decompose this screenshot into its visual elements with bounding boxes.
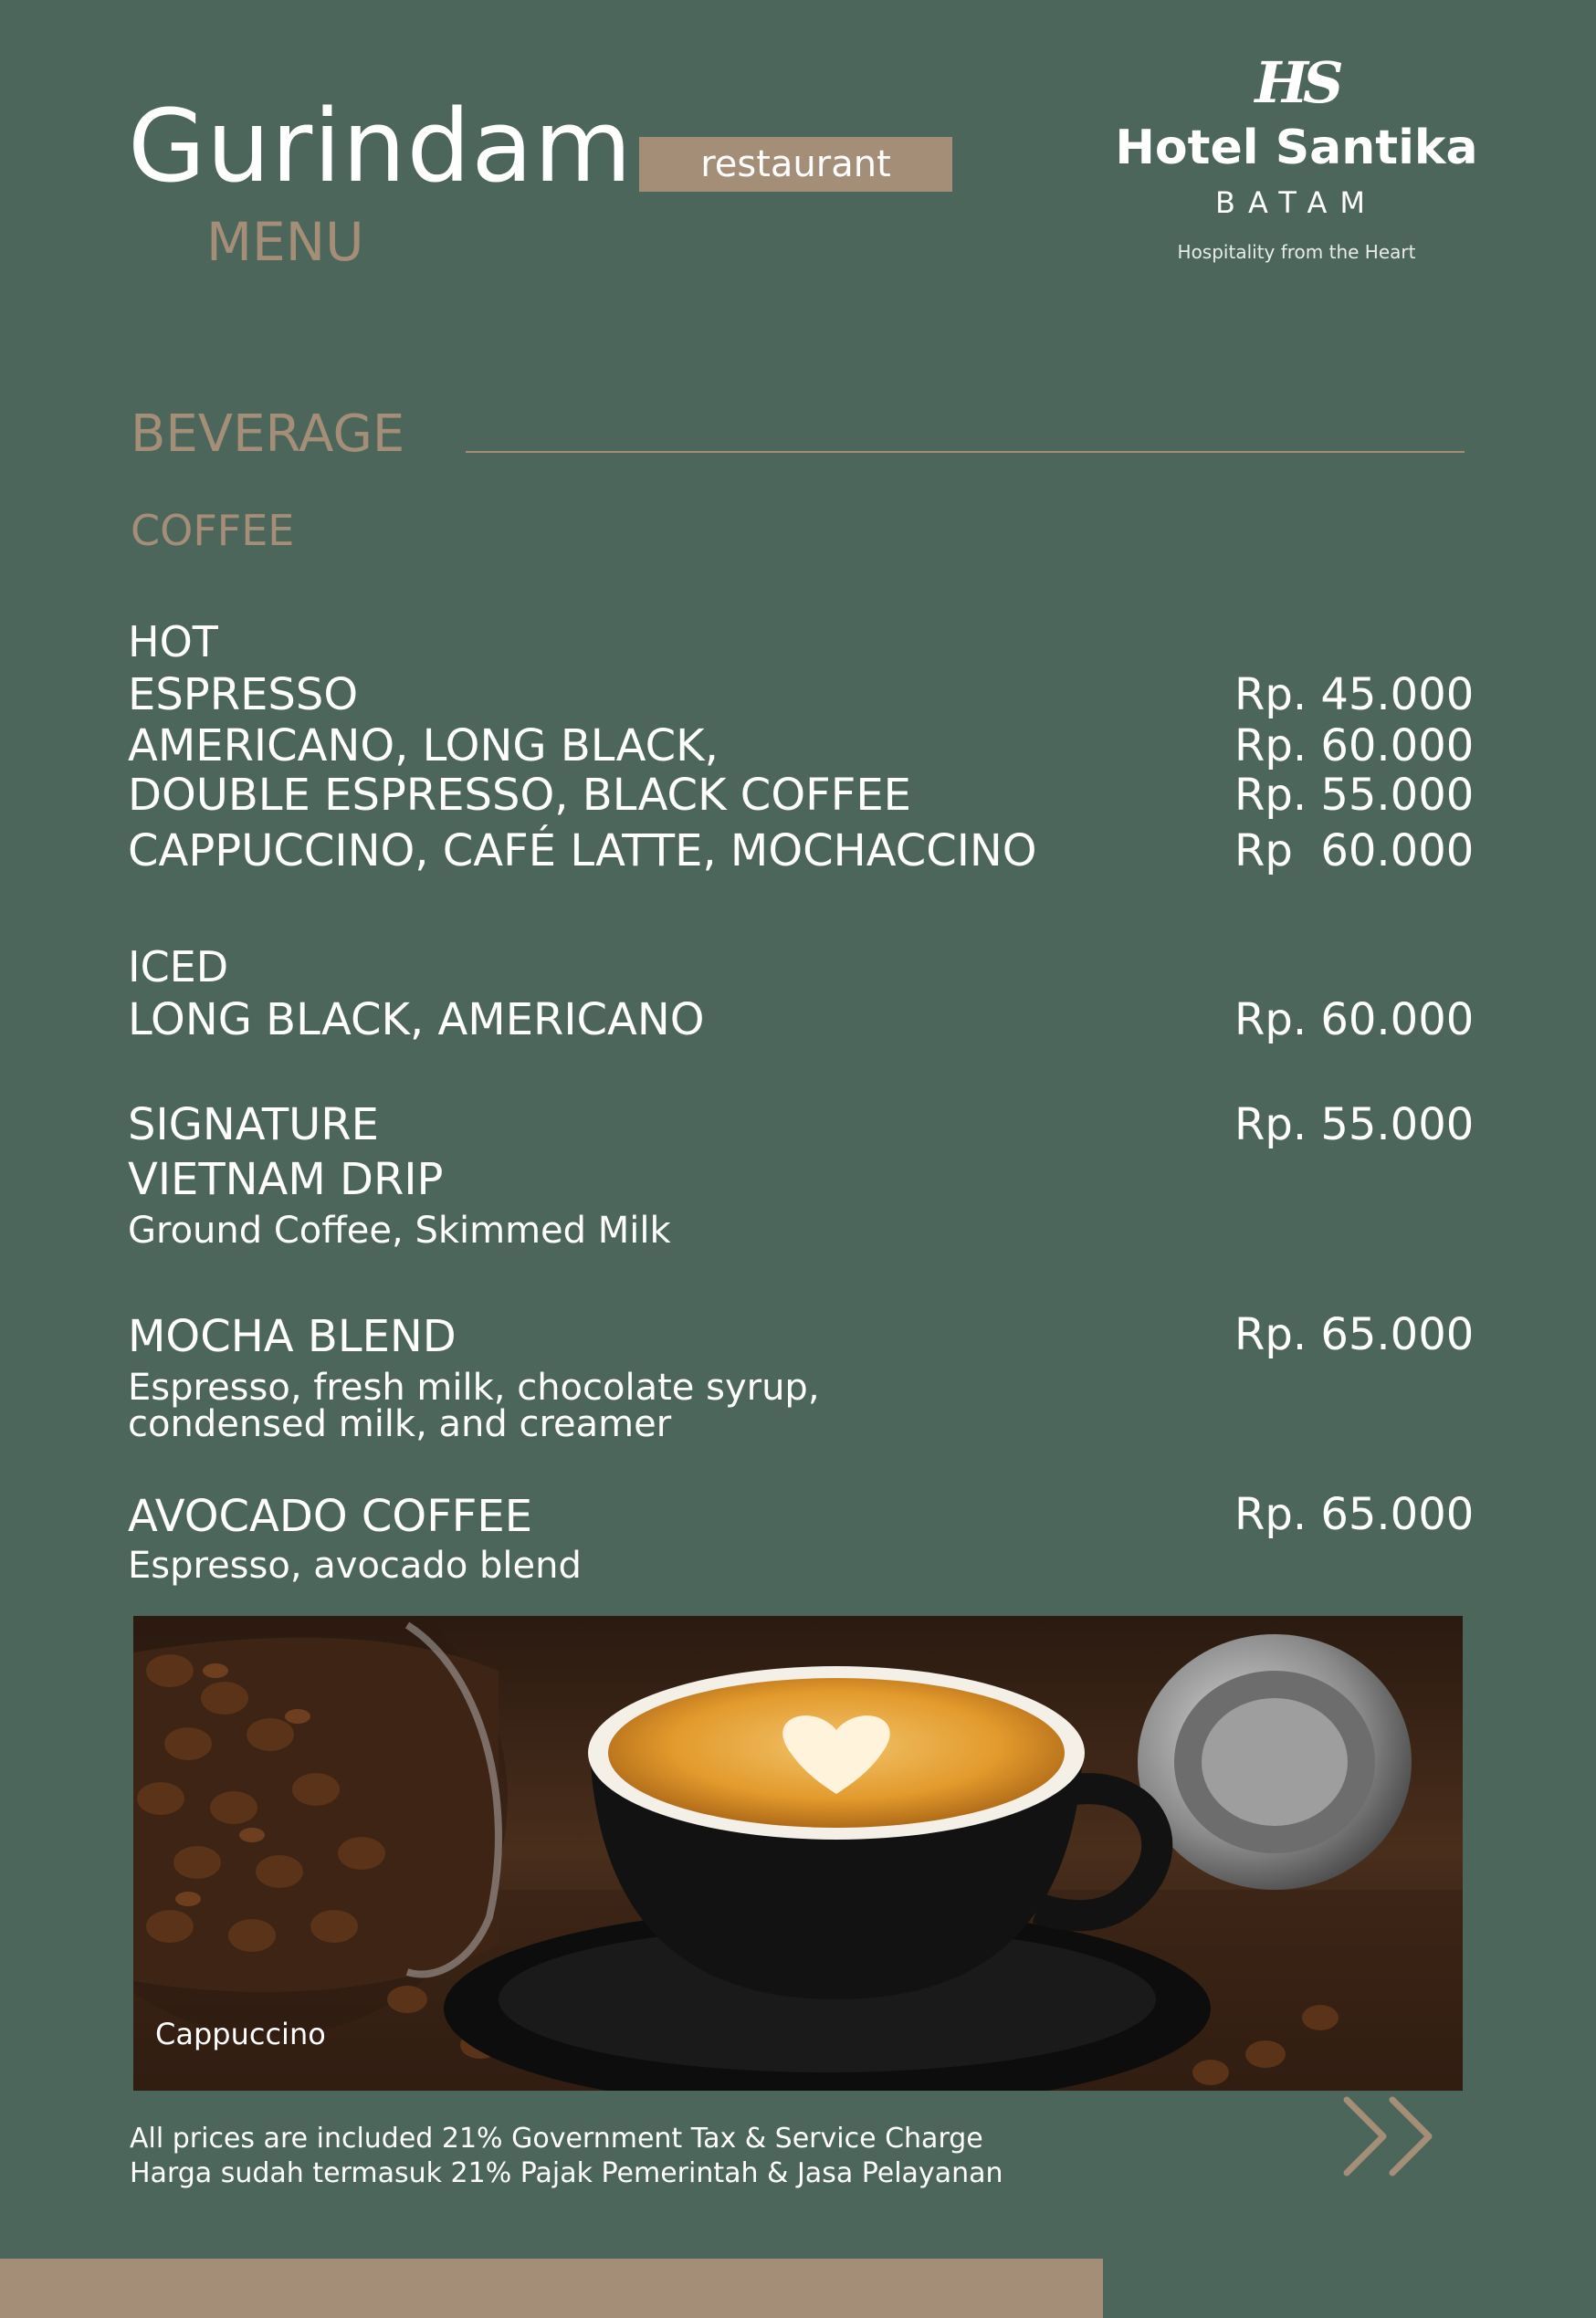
hotel-monogram: HS — [1255, 49, 1339, 116]
menu-item-name: CAPPUCCINO, CAFÉ LATTE, MOCHACCINO — [128, 825, 1037, 876]
menu-item-description: Ground Coffee, Skimmed Milk — [128, 1210, 671, 1252]
cappuccino-photo — [133, 1616, 1463, 2091]
menu-item-description: Espresso, fresh milk, chocolate syrup, — [128, 1367, 820, 1409]
menu-item-price: Rp. 60.000 — [1234, 994, 1475, 1045]
menu-item-price: Rp. 55.000 — [1234, 770, 1475, 821]
tax-note-indonesian: Harga sudah termasuk 21% Pajak Pemerintah & Jasa Pelayanan — [130, 2157, 1003, 2189]
menu-subtitle: MENU — [206, 211, 364, 273]
footer-bar — [0, 2259, 1103, 2318]
category-title: COFFEE — [131, 506, 295, 555]
hotel-name: Hotel Santika — [1115, 121, 1478, 175]
menu-item-name: ESPRESSO — [128, 669, 359, 720]
hotel-city: BATAM — [1215, 185, 1378, 220]
restaurant-tag — [639, 137, 952, 192]
photo-caption: Cappuccino — [155, 2017, 326, 2051]
restaurant-title: Gurindam — [128, 88, 633, 205]
menu-item-price: Rp. 45.000 — [1234, 669, 1475, 720]
menu-item-name: AMERICANO, LONG BLACK, — [128, 720, 719, 771]
menu-item-price: Rp. 65.000 — [1234, 1489, 1475, 1540]
section-title: BEVERAGE — [131, 404, 405, 464]
hotel-slogan: Hospitality from the Heart — [1177, 241, 1416, 263]
menu-item-name: AVOCADO COFFEE — [128, 1491, 533, 1542]
menu-item-name: LONG BLACK, AMERICANO — [128, 994, 705, 1045]
menu-item-price: Rp. 55.000 — [1234, 1099, 1475, 1150]
section-divider — [466, 451, 1465, 453]
menu-item-name: DOUBLE ESPRESSO, BLACK COFFEE — [128, 770, 911, 821]
menu-item-price: Rp. 60.000 — [1234, 720, 1475, 771]
signature-label: SIGNATURE — [128, 1099, 379, 1150]
hotel-logo — [1096, 49, 1497, 263]
iced-label: ICED — [128, 942, 229, 991]
menu-item-description: condensed milk, and creamer — [128, 1403, 672, 1445]
menu-item-name: VIETNAM DRIP — [128, 1154, 444, 1205]
hot-label: HOT — [128, 617, 218, 666]
menu-item-price: Rp. 65.000 — [1234, 1309, 1475, 1360]
menu-item-price: Rp 60.000 — [1234, 825, 1475, 876]
menu-item-description: Espresso, avocado blend — [128, 1545, 582, 1587]
tax-note-english: All prices are included 21% Government Tax & Service Charge — [130, 2123, 983, 2155]
restaurant-tag-label: restaurant — [700, 143, 891, 185]
menu-item-name: MOCHA BLEND — [128, 1311, 457, 1362]
double-chevron-right-icon[interactable] — [1338, 2091, 1456, 2182]
